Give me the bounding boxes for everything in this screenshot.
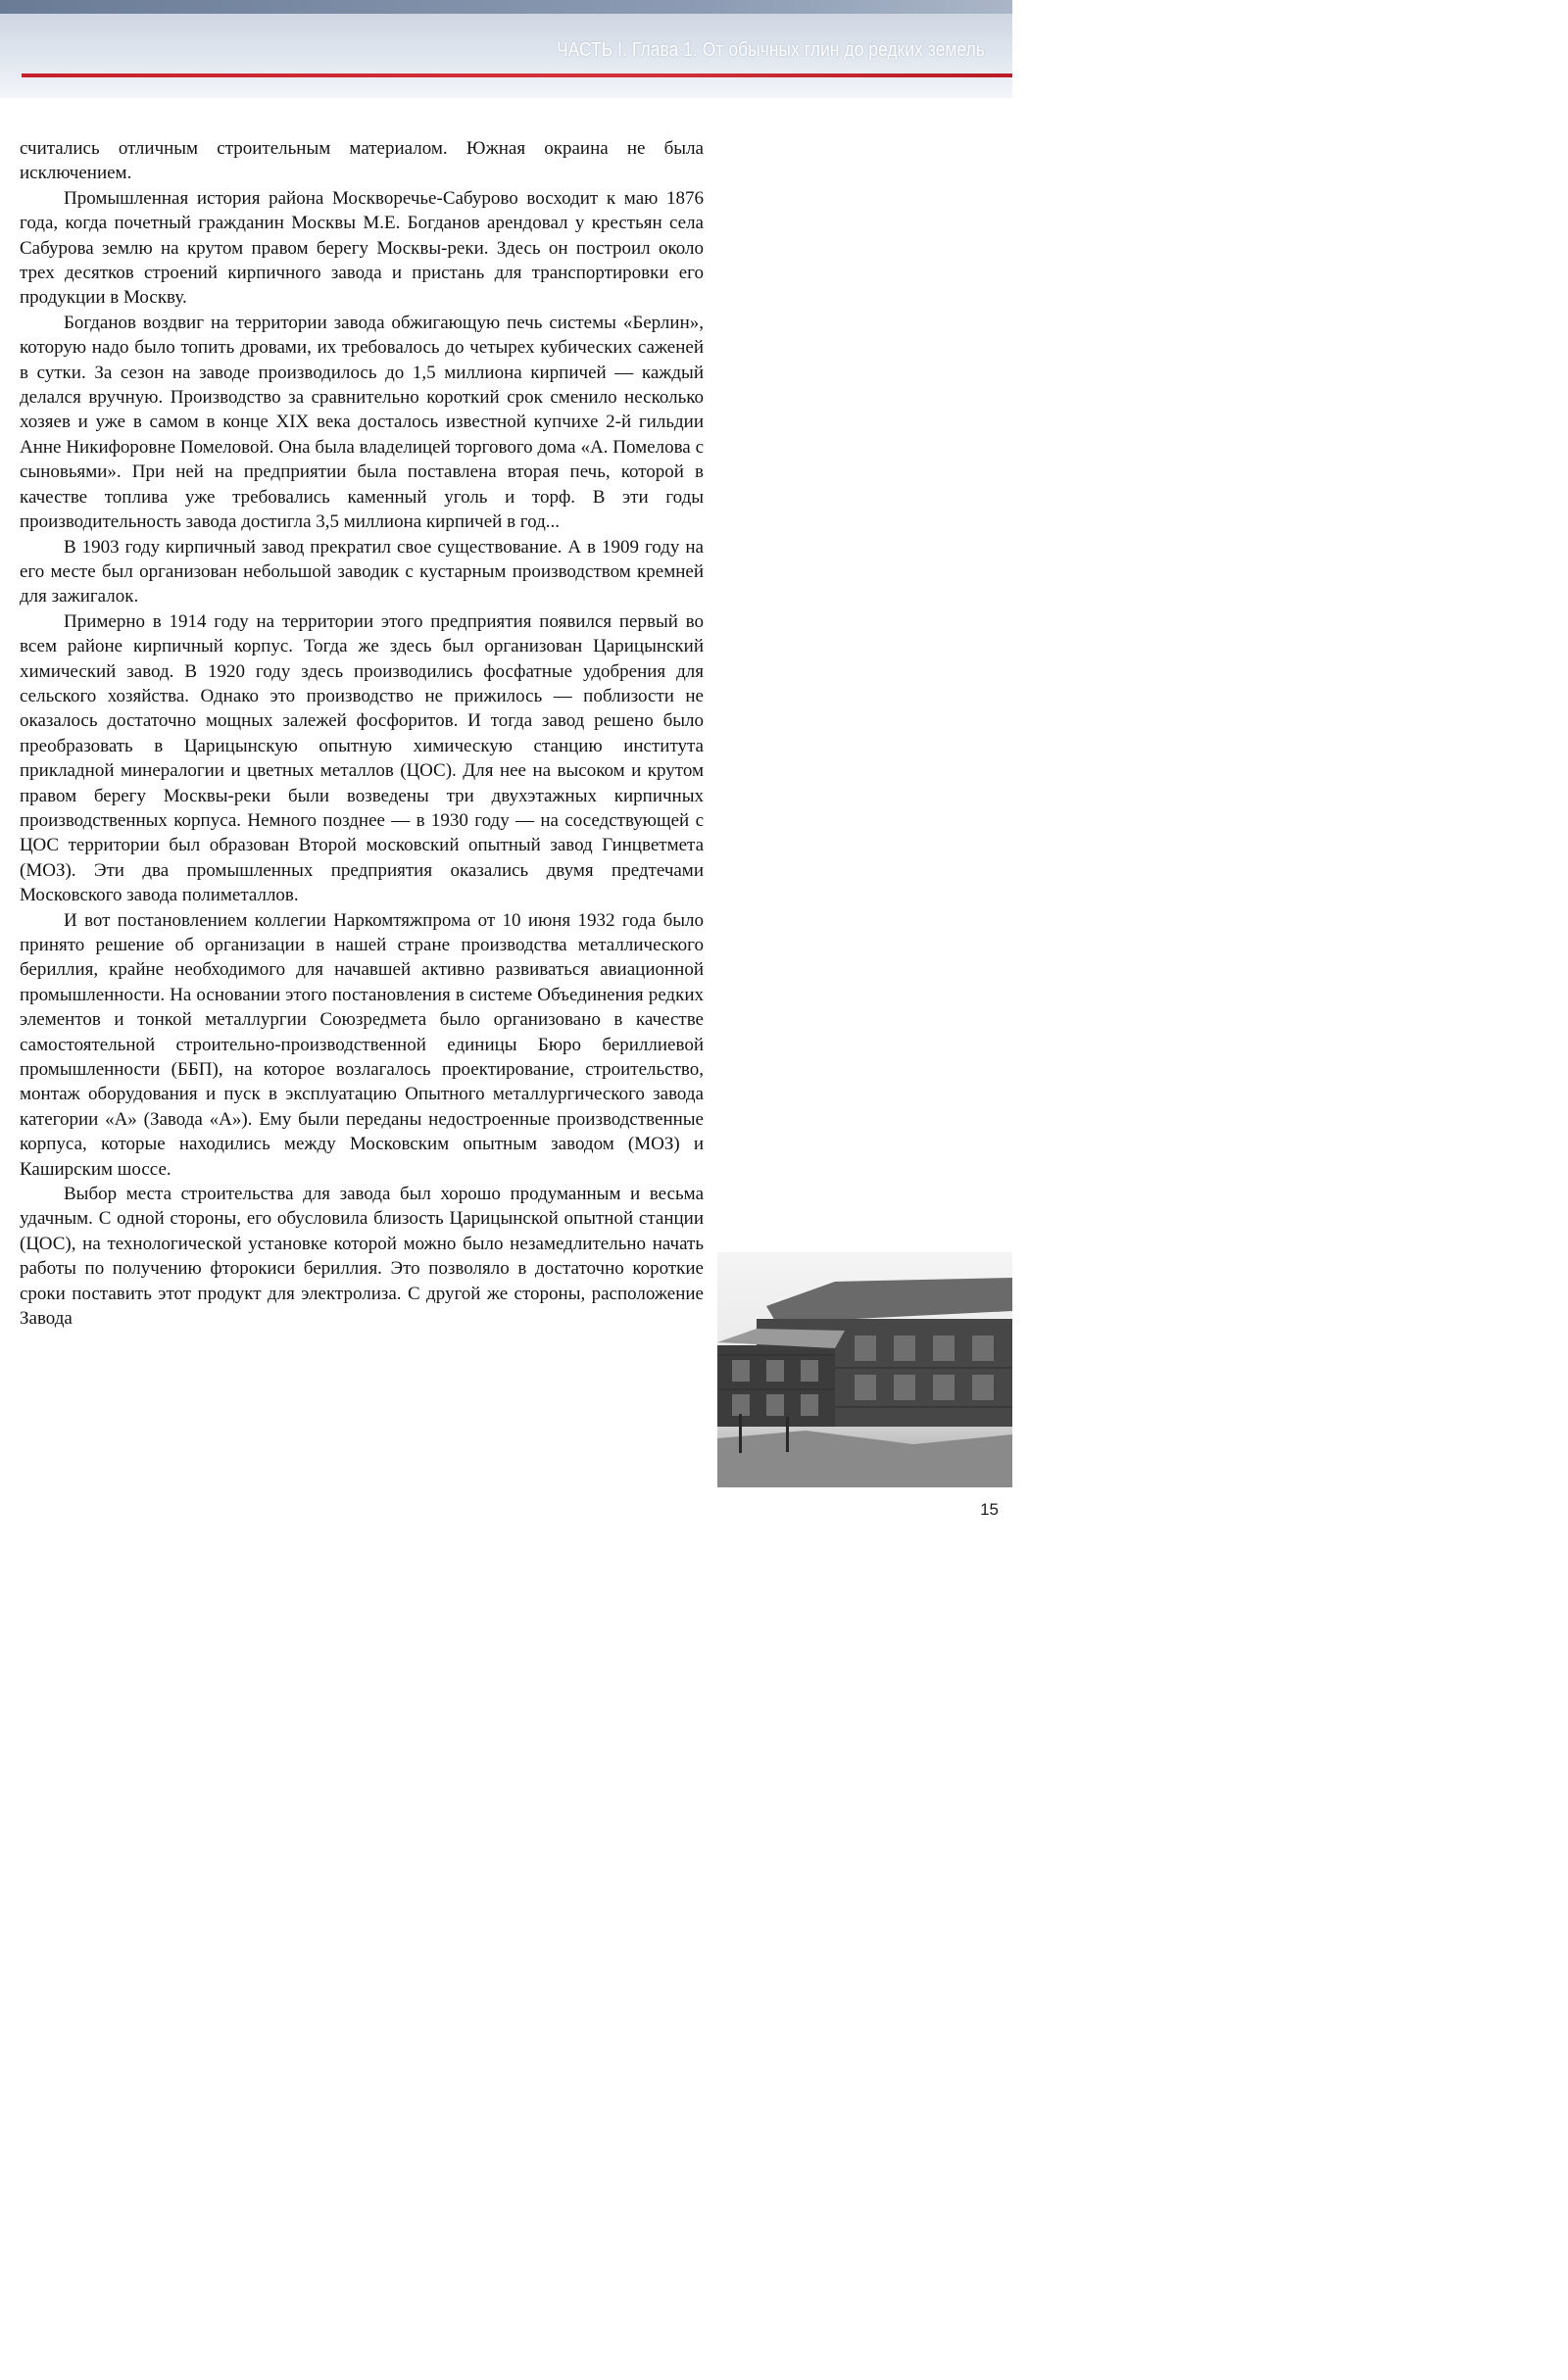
header-top-band bbox=[0, 0, 1012, 14]
page-header bbox=[0, 0, 1012, 98]
header-red-rule bbox=[22, 73, 1012, 77]
paragraph-continued: считались отличным строительным материалом. Южная окраина не была исключением. bbox=[20, 138, 704, 184]
paragraph: И вот постановлением коллегии Наркомтяжпрома от 10 июня 1932 года было принято решение об организации в нашей стране производства металлического бериллия, крайне необходимого для начавшей активно развиваться авиационной промышленности. На основании этого постановления в системе Объединения редких элементов и тонкой металлургии Союзредмета было организовано в качестве самостоятельной строительно-производственной единицы Бюро бериллиевой промышленности (ББП), на которое возлагалось проектирование, строительство, монтаж оборудования и пуск в эксплуатацию Опытного металлургического завода категории «А» (Завода «А»). Ему были переданы недостроенные производственные корпуса, которые находились между Московским опытным заводом (МОЗ) и Каширским шоссе. bbox=[20, 909, 704, 1180]
body-text bbox=[20, 136, 704, 1332]
paragraph: В 1903 году кирпичный завод прекратил свое существование. А в 1909 году на его месте был организован небольшой заводик с кустарным производством кремней для зажигалок. bbox=[20, 536, 704, 607]
chapter-title: ЧАСТЬ I. Глава 1. От обычных глин до редких земель bbox=[557, 39, 985, 61]
paragraph: Выбор места строительства для завода был хорошо продуманным и весьма удачным. С одной стороны, его обусловила близость Царицынской опытной станции (ЦОС), на технологической установке которой можно было незамедлительно начать работы по получению фторокиси бериллия. Это позволяло в достаточно короткие сроки поставить этот продукт для электролиза. С другой же стороны, расположение Завода bbox=[20, 1184, 704, 1330]
historical-factory-photo bbox=[717, 1252, 1012, 1487]
paragraph: Промышленная история района Москворечье-Сабурово восходит к маю 1876 года, когда почетный гражданин Москвы М.Е. Богданов арендовал у крестьян села Сабурова землю на крутом правом берегу Москвы-реки. Здесь он построил около трех десятков строений кирпичного завода и пристань для транспортировки его продукции в Москву. bbox=[20, 187, 704, 309]
paragraph: Богданов воздвиг на территории завода обжигающую печь системы «Берлин», которую надо было топить дровами, их требовалось до четырех кубических саженей в сутки. За сезон на заводе производилось до 1,5 миллиона кирпичей — каждый делался вручную. Производство за сравнительно короткий срок сменило несколько хозяев и уже в самом в конце XIX века досталось известной купчихе 2-й гильдии Анне Никифоровне Помеловой. Она была владелицей торгового дома «А. Помелова с сыновьями». При ней на предприятии была поставлена вторая печь, которой в качестве топлива уже требовались каменный уголь и торф. В эти годы производительность завода достигла 3,5 миллиона кирпичей в год... bbox=[20, 312, 704, 533]
paragraph: Примерно в 1914 году на территории этого предприятия появился первый во всем районе кирпичный корпус. Тогда же здесь был организован Царицынский химический завод. В 1920 году здесь производились фосфатные удобрения для сельского хозяйства. Однако это производство не прижилось — поблизости не оказалось достаточно мощных залежей фосфоритов. И тогда завод решено было преобразовать в Царицынскую опытную химическую станцию института прикладной минералогии и цветных металлов (ЦОС). Для нее на высоком и крутом правом берегу Москвы-реки были возведены три двухэтажных кирпичных производственных корпуса. Немного позднее — в 1930 году — на соседствующей с ЦОС территории был образован Второй московский опытный завод Гинцветмета (МОЗ). Эти два промышленных предприятия оказались двумя предтечами Московского завода полиметаллов. bbox=[20, 610, 704, 906]
page-number: 15 bbox=[980, 1500, 999, 1519]
